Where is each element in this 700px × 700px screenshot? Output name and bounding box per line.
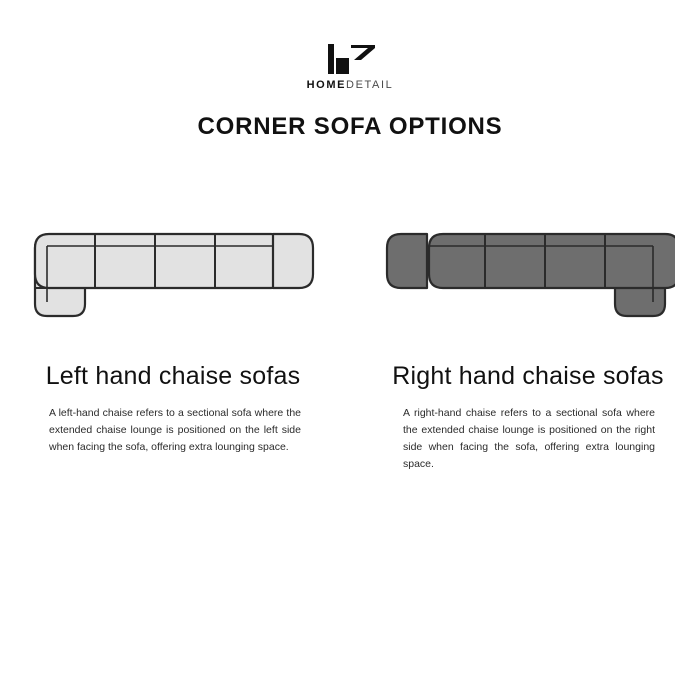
logo-swoosh-icon <box>351 45 375 61</box>
brand-logo <box>0 44 700 91</box>
options-row <box>0 200 700 473</box>
sofa-back-row <box>429 234 675 288</box>
sofa-right-arm <box>273 234 313 288</box>
brand-name-primary: HOME <box>306 79 347 91</box>
option-left-hand-chaise <box>0 200 350 473</box>
left-option-heading: Left hand chaise sofas <box>45 362 301 390</box>
brand-name <box>307 79 394 91</box>
logo-square-block <box>336 58 349 74</box>
page-title: CORNER SOFA OPTIONS <box>197 113 503 140</box>
homedetail-logo-icon <box>322 44 378 74</box>
right-hand-chaise-sofa-diagram <box>375 200 675 340</box>
sofa-left-arm <box>387 234 427 288</box>
left-hand-chaise-sofa-diagram <box>25 200 325 340</box>
option-right-hand-chaise <box>350 200 700 473</box>
right-option-heading: Right hand chaise sofas <box>392 362 664 390</box>
sofa-back-row <box>35 234 285 288</box>
brand-name-secondary: DETAIL <box>346 79 394 91</box>
logo-vertical-bar <box>328 44 334 74</box>
left-option-description: A left-hand chaise refers to a sectional sofa where the extended chaise lounge is positioned on the left side when facing the sofa, offering extra lounging space. <box>49 407 301 453</box>
right-option-description: A right-hand chaise refers to a sectional sofa where the extended chaise lounge is positioned on the right side when facing the sofa, offering extra lounging space. <box>403 407 655 470</box>
